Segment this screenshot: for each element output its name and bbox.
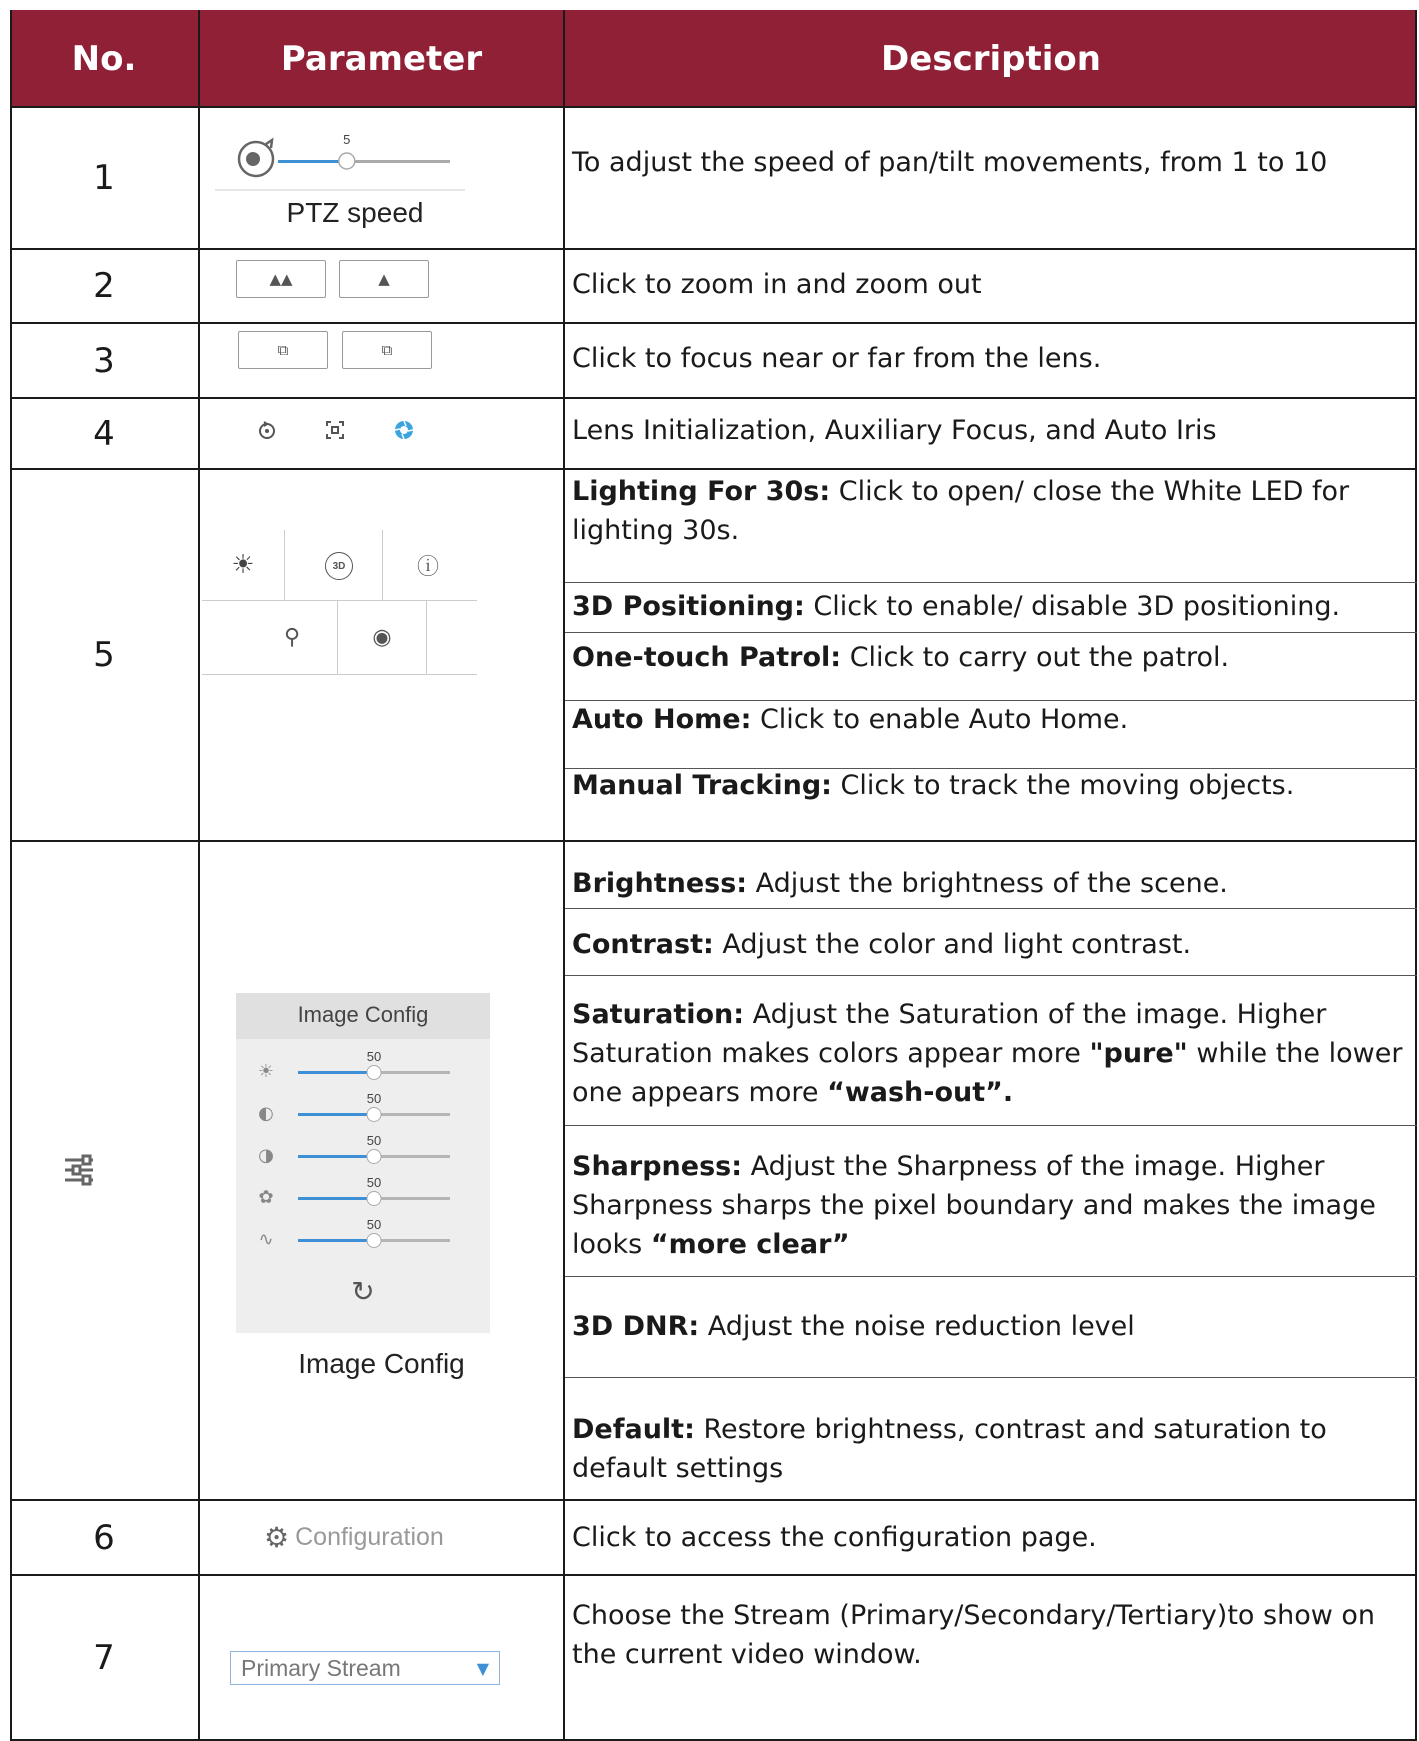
slider-value: 50 [366,1133,382,1148]
focus-far-icon: ⧉ [381,341,393,359]
row-description: Lens Initialization, Auxiliary Focus, and Auto Iris [572,415,1217,446]
slider-value: 50 [366,1217,382,1232]
configuration-label: Configuration [295,1522,444,1551]
lighting-icon[interactable]: ☀ [231,550,255,580]
row-description: Click to access the configuration page. [572,1522,1097,1553]
3d-positioning-description: 3D Positioning: Click to enable/ disable 3D positioning. [572,591,1341,622]
configuration-button[interactable] [264,1517,504,1557]
auxiliary-focus-icon[interactable] [323,418,347,442]
brightness-description: Brightness: Adjust the brightness of the scene. [572,868,1228,899]
image-config-panel [236,993,490,1333]
default-description: Default: Restore brightness, contrast and saturation to default settings [572,1414,1327,1484]
brightness-icon: ☀ [257,1061,275,1082]
slider-knob[interactable] [367,1150,381,1164]
contrast-description: Contrast: Adjust the color and light contrast. [572,929,1192,960]
header-no: No. [71,39,137,79]
one-touch-patrol-icon[interactable]: ⓘ [416,554,439,580]
sharpness-icon: ✿ [258,1187,274,1208]
auto-home-icon[interactable]: ⚲ [283,624,301,650]
row-number: 6 [93,1517,115,1558]
slider-fill [298,1197,374,1200]
auto-iris-icon[interactable] [392,418,416,442]
row-number: 1 [93,158,115,198]
slider-fill [298,1155,374,1158]
row-description: Choose the Stream (Primary/Secondary/Tertiary)to show on the current video window. [572,1600,1376,1670]
lens-initialization-icon[interactable] [255,418,279,442]
image-config-label: Image Config [298,1348,465,1379]
image-config-panel-title: Image Config [236,993,490,1039]
patrol-description: One-touch Patrol: Click to carry out the patrol. [572,642,1230,673]
zoom-out-button[interactable] [339,260,429,298]
stream-select-value: Primary Stream [241,1654,401,1681]
stream-select[interactable] [230,1651,500,1685]
parameter-table [10,10,1417,1741]
focus-near-icon: ⧉ [277,341,289,359]
manual-tracking-description: Manual Tracking: Click to track the moving objects. [572,770,1295,801]
row-description: To adjust the speed of pan/tilt movements, from 1 to 10 [572,147,1328,178]
focus-far-button[interactable] [342,331,432,369]
slider-value: 50 [366,1175,382,1190]
slider-knob[interactable] [367,1234,381,1248]
auto-home-description: Auto Home: Click to enable Auto Home. [572,704,1129,735]
reset-icon[interactable]: ↻ [351,1275,375,1308]
row-number: 3 [93,340,115,381]
row-description: Click to zoom in and zoom out [572,269,982,300]
chevron-down-icon: ▼ [476,1658,489,1678]
slider-knob[interactable] [367,1108,381,1122]
3d-dnr-description: 3D DNR: Adjust the noise reduction level [572,1311,1135,1342]
row-number: 7 [93,1637,115,1678]
ptz-speed-label: PTZ speed [286,197,424,228]
zoom-in-icon: ▲▲ [269,270,293,288]
ptz-speed-control [200,108,563,248]
header-parameter: Parameter [280,39,483,79]
slider-fill [298,1239,374,1242]
row-number: 2 [93,266,115,306]
row-description: Click to focus near or far from the lens. [572,343,1102,374]
slider-fill [298,1113,374,1116]
row-number: 5 [93,635,115,675]
contrast-icon: ◐ [258,1103,274,1124]
3d-positioning-icon[interactable]: 3D [325,552,353,580]
sharpness-description: Sharpness: Adjust the Sharpness of the image. Higher Sharpness sharps the pixel boundary and makes the image looks “more clear” [572,1151,1376,1260]
slider-knob[interactable] [339,153,355,169]
saturation-icon: ◑ [258,1145,274,1166]
slider-value: 5 [343,132,351,147]
image-config-sliders [236,1039,490,1333]
slider-value: 50 [366,1049,382,1064]
zoom-in-button[interactable] [236,260,326,298]
manual-tracking-icon[interactable]: ◉ [372,624,392,650]
row-number: 4 [93,413,115,454]
slider-fill [298,1071,374,1074]
slider-value: 50 [366,1091,382,1106]
slider-knob[interactable] [367,1192,381,1206]
saturation-description: Saturation: Adjust the Saturation of the image. Higher Saturation makes colors appear more "pure" while the lower one appears more “wash-out”. [572,999,1403,1108]
image-config-icon[interactable] [59,1150,99,1190]
zoom-out-icon: ▲ [378,270,390,288]
lighting-description: Lighting For 30s: Click to open/ close the White LED for lighting 30s. [572,476,1350,546]
header-description: Description [881,39,1101,79]
gear-icon: ⚙ [264,1520,290,1554]
focus-near-button[interactable] [238,331,328,369]
dnr-icon: ∿ [258,1229,274,1250]
ptz-function-panel [200,470,563,840]
slider-knob[interactable] [367,1066,381,1080]
